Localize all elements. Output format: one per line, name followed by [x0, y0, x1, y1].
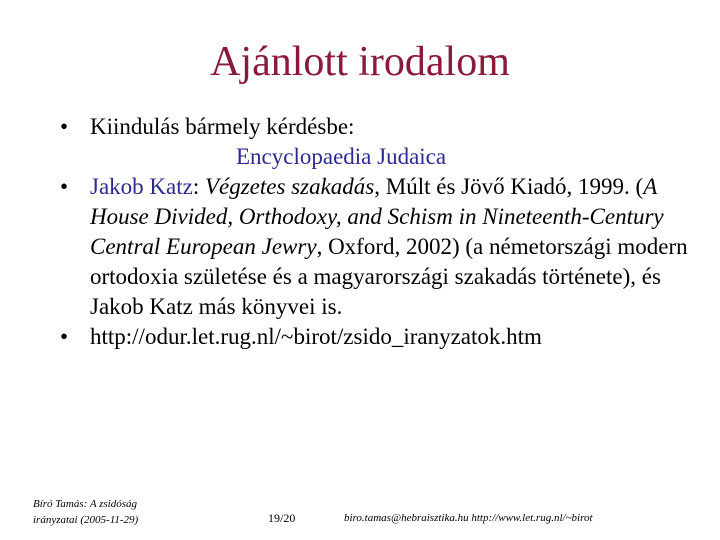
bullet-dot: •	[60, 174, 69, 199]
bullet-2-rest-1: , Múlt és Jövő Kiadó, 1999. (	[374, 174, 644, 199]
footer-left-line-1: Bíró Tamás: A zsidóság	[33, 498, 138, 510]
footer-right: biro.tamas@hebraisztika.hu http://www.let.rug.nl/~birot	[344, 512, 593, 524]
slide-title: Ajánlott irodalom	[210, 39, 510, 85]
page-number: 19/20	[268, 511, 296, 525]
slide-body	[60, 112, 700, 352]
bullet-1	[60, 112, 700, 172]
bullet-dot: •	[60, 114, 69, 139]
bullet-2-rest-2: , Oxford, 2002) (a németországi modern ortodoxia születése és a magyarországi szakadás története), és Jakob Katz más könyvei is.	[90, 234, 688, 319]
footer-left	[33, 496, 138, 528]
author-name: Jakob Katz	[90, 174, 193, 199]
bullet-1-text: Kiindulás bármely kérdésbe:	[90, 114, 355, 139]
bullet-1-sub: Encyclopaedia Judaica	[236, 144, 447, 169]
colon: :	[192, 174, 205, 199]
footer-left-line-2: irányzatai (2005-11-29)	[33, 514, 139, 526]
bullet-dot: •	[60, 324, 69, 349]
bullet-3	[60, 322, 700, 352]
bullet-2	[60, 172, 700, 322]
url-link[interactable]: http://odur.let.rug.nl/~birot/zsido_iranyzatok.htm	[90, 324, 542, 349]
book-title-en: A House Divided, Orthodoxy, and Schism in Nineteenth-Century Central European Jewry	[90, 174, 664, 259]
book-title-hu: Végzetes szakadás	[204, 174, 375, 199]
